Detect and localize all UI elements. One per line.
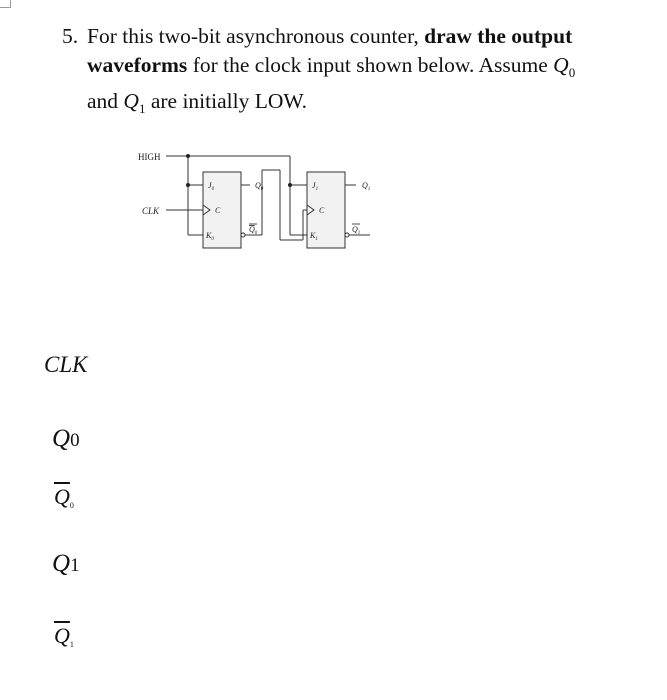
ff1-inversion-bubble	[345, 233, 349, 237]
counter-circuit-diagram	[130, 142, 380, 260]
waveform-label-q0: Q0	[52, 425, 80, 452]
question-intro: For this two-bit asynchronous counter,	[87, 24, 419, 48]
question-initial-state: are initially LOW.	[150, 89, 308, 113]
ff1-k-label: $K_1$	[310, 231, 318, 242]
ff0-k-label: $K_0$	[206, 231, 214, 242]
waveform-label-q0-bar: $\overline{Q}0$	[54, 484, 74, 510]
checkbox-corner	[0, 0, 11, 8]
ff0-j-label: $J_0$	[208, 181, 215, 192]
j1-junction-dot	[288, 183, 292, 187]
high-junction-dot	[186, 154, 190, 158]
high-label: HIGH	[138, 152, 161, 162]
question-line-3	[62, 87, 642, 123]
ff1-qbar-label: $Q_1$	[352, 225, 361, 236]
ff0-q-label: $Q_0$	[255, 181, 264, 192]
question-and: and	[87, 89, 119, 113]
j0-junction-dot	[186, 183, 190, 187]
circuit-svg	[130, 142, 380, 260]
ff1-c-label: C	[319, 206, 325, 215]
ff0-inversion-bubble	[241, 233, 245, 237]
q1-symbol: $Q_1$	[123, 89, 146, 116]
ff0-c-label: C	[215, 206, 221, 215]
waveform-label-q1: Q1	[52, 550, 80, 577]
ff0-qbar-label: $Q_0$	[249, 225, 258, 236]
question-clock-text: for the clock input shown below. Assume	[192, 53, 548, 77]
question-line-2	[62, 51, 642, 87]
question-line-1	[62, 22, 642, 51]
q0-symbol: $Q_0$	[553, 53, 576, 80]
question-text	[62, 22, 642, 123]
question-emphasis-2: waveforms	[87, 53, 188, 77]
circuit-clk-label: CLK	[142, 206, 160, 216]
waveform-label-q1-bar: $\overline{Q}1$	[54, 623, 74, 649]
ff1-q-label: $Q_1$	[362, 181, 371, 192]
question-emphasis-1: draw the output	[424, 24, 573, 48]
ff1-j-label: $J_1$	[312, 181, 319, 192]
question-number: 5.	[62, 24, 79, 48]
waveform-label-clk: CLK	[44, 352, 88, 377]
